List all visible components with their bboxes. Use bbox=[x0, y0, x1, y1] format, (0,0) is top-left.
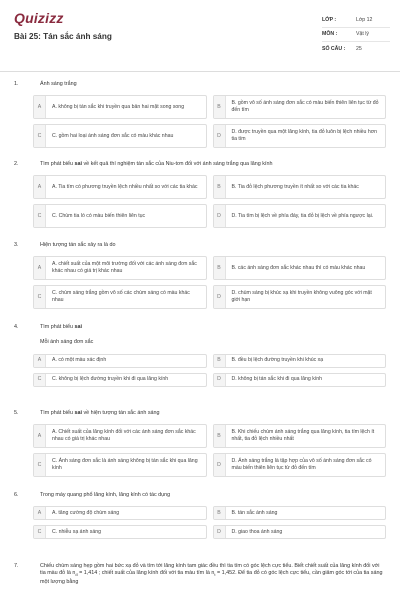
info-key: SỐ CÂU : bbox=[322, 46, 346, 53]
info-value: Vật lý bbox=[356, 31, 369, 38]
option-a[interactable] bbox=[33, 95, 207, 119]
option-b[interactable] bbox=[213, 354, 387, 368]
option-text: C. Chùm tia ló có màu biến thiên liên tục bbox=[52, 212, 146, 219]
question-subtext: Mỗi ánh sáng đơn sắc bbox=[40, 339, 94, 346]
option-letter: B bbox=[214, 507, 226, 519]
question-text: Tìm phát biểu sai bbox=[40, 324, 82, 330]
option-letter: D bbox=[214, 374, 226, 386]
option-letter: C bbox=[34, 526, 46, 538]
option-d[interactable] bbox=[213, 204, 387, 228]
option-text: D. được truyền qua một lăng kính, tia đỏ luôn bị lệch nhiều hơn tia tím bbox=[231, 129, 378, 143]
option-letter: D bbox=[214, 286, 226, 308]
option-text: D. Ánh sáng trắng là tập hợp của vô số ánh sáng đơn sắc có màu biến thiên liên tục từ đỏ đến tím bbox=[231, 458, 372, 472]
question-text: Ánh sáng trắng bbox=[40, 81, 77, 87]
option-letter: B bbox=[214, 355, 226, 367]
option-d[interactable] bbox=[213, 525, 387, 539]
info-key: MÔN : bbox=[322, 31, 338, 38]
question-number: 3. bbox=[14, 242, 19, 248]
option-d[interactable] bbox=[213, 373, 387, 387]
option-letter: C bbox=[34, 374, 46, 386]
option-c[interactable] bbox=[33, 285, 207, 309]
option-d[interactable] bbox=[213, 285, 387, 309]
option-a[interactable] bbox=[33, 354, 207, 368]
question-4 bbox=[14, 324, 386, 387]
option-letter: C bbox=[34, 454, 46, 476]
option-letter: A bbox=[34, 176, 46, 198]
option-text: D. không bị tán sắc khi đi qua lăng kính bbox=[231, 376, 323, 383]
option-letter: A bbox=[34, 355, 46, 367]
quizizz-logo: Quizizz bbox=[14, 10, 64, 26]
option-b[interactable] bbox=[213, 95, 387, 119]
question-3 bbox=[14, 242, 386, 309]
option-letter: B bbox=[214, 425, 226, 447]
option-c[interactable] bbox=[33, 525, 207, 539]
info-table bbox=[322, 13, 390, 57]
option-text: D. giao thoa ánh sáng bbox=[231, 528, 283, 535]
option-letter: C bbox=[34, 125, 46, 147]
option-text: A. có một màu xác định bbox=[52, 357, 107, 364]
option-text: B. Khi chiếu chùm ánh sáng trắng qua lăng kính, tia tím lệch ít nhất, tia đỏ lệch nhiều nhất bbox=[231, 429, 375, 443]
option-text: A. tăng cường độ chùm sáng bbox=[52, 509, 120, 516]
option-text: D. Tia tím bị lệch về phía đáy, tia đỏ bị lệch về phía ngược lại. bbox=[231, 212, 374, 219]
option-letter: D bbox=[214, 526, 226, 538]
question-text: Tìm phát biểu sai về kết quả thí nghiệm tán sắc của Niu-tơn đối với ánh sáng trắng qua lăng kính bbox=[40, 161, 273, 167]
option-b[interactable] bbox=[213, 506, 387, 520]
option-b[interactable] bbox=[213, 256, 387, 280]
option-text: A. Chiết suất của lăng kính đối với các ánh sáng đơn sắc khác nhau có giá trị khác nhau bbox=[52, 429, 196, 443]
option-d[interactable] bbox=[213, 453, 387, 477]
option-letter: D bbox=[214, 454, 226, 476]
question-5 bbox=[14, 410, 386, 477]
option-text: B. đều bị lệch đường truyền khi khúc xạ bbox=[231, 357, 324, 364]
question-2 bbox=[14, 161, 386, 228]
info-row-class bbox=[322, 13, 390, 28]
option-c[interactable] bbox=[33, 204, 207, 228]
option-text: A. không bị tán sắc khi truyền qua bản hai mặt song song bbox=[52, 103, 185, 110]
option-text: B. các ánh sáng đơn sắc khác nhau thì có màu khác nhau bbox=[231, 264, 366, 271]
option-b[interactable] bbox=[213, 424, 387, 448]
question-number: 6. bbox=[14, 492, 19, 498]
option-c[interactable] bbox=[33, 124, 207, 148]
option-b[interactable] bbox=[213, 175, 387, 199]
question-7 bbox=[14, 563, 386, 586]
option-a[interactable] bbox=[33, 175, 207, 199]
info-value: Lớp 12 bbox=[356, 16, 373, 23]
question-number: 1. bbox=[14, 81, 19, 87]
question-1 bbox=[14, 81, 386, 148]
option-letter: A bbox=[34, 425, 46, 447]
option-letter: C bbox=[34, 286, 46, 308]
info-value: 25 bbox=[356, 46, 362, 53]
option-a[interactable] bbox=[33, 256, 207, 280]
option-text: D. chùm sáng bị khúc xạ khi truyền không vuông góc với mặt giới hạn bbox=[231, 290, 372, 304]
question-6 bbox=[14, 492, 386, 539]
option-text: C. gồm hai loại ánh sáng đơn sắc có màu khác nhau bbox=[52, 132, 174, 139]
option-letter: B bbox=[214, 96, 226, 118]
option-letter: B bbox=[214, 257, 226, 279]
worksheet-header bbox=[0, 0, 400, 72]
question-text: Tìm phát biểu sai về hiện tượng tán sắc ánh sáng bbox=[40, 410, 160, 416]
option-letter: A bbox=[34, 507, 46, 519]
question-text bbox=[40, 563, 386, 586]
option-text: B. gồm vô số ánh sáng đơn sắc có màu biến thiên liên tục từ đỏ đến tím bbox=[231, 100, 379, 114]
info-row-subject bbox=[322, 28, 390, 43]
page-title: Bài 25: Tán sắc ánh sáng bbox=[14, 32, 112, 41]
question-text-line-3: đỏ có góc lệch cực tiểu, cần giảm góc tới của tia sáng một lượng bằng bbox=[40, 570, 383, 585]
option-c[interactable] bbox=[33, 453, 207, 477]
option-a[interactable] bbox=[33, 424, 207, 448]
option-letter: B bbox=[214, 176, 226, 198]
question-text: Trong máy quang phổ lăng kính, lăng kính có tác dụng bbox=[40, 492, 171, 498]
option-text: B. tán sắc ánh sáng bbox=[231, 509, 278, 516]
option-letter: D bbox=[214, 125, 226, 147]
question-number: 2. bbox=[14, 161, 19, 167]
question-text-line-1: Chiếu chùm sáng hẹp gồm hai bức xạ đỏ và tím tới lăng kính tam giác đều thì tia tím có góc lệch cực tiểu. Biết chiết bbox=[40, 563, 317, 569]
question-text-line-2: suất của lăng kính đối với tia màu đỏ là $n_đ = 1,414$ ; chiết suất của lăng kính đối với tia màu tím là $n_t = 1,452$. Để tia bbox=[40, 563, 380, 578]
option-text: A. Tia tím có phương truyền lệch nhiều nhất so với các tia khác bbox=[52, 183, 198, 190]
option-text: C. không bị lệch đường truyền khi đi qua lăng kính bbox=[52, 376, 169, 383]
info-row-count bbox=[322, 42, 390, 57]
info-key: LỚP : bbox=[322, 16, 337, 23]
option-a[interactable] bbox=[33, 506, 207, 520]
option-letter: A bbox=[34, 96, 46, 118]
option-text: A. chiết suất của một môi trường đối với các ánh sáng đơn sắc khác nhau có giá trị khác nhau bbox=[52, 261, 197, 275]
option-text: C. chùm sáng trắng gồm vô số các chùm sáng có màu khác nhau bbox=[52, 290, 190, 304]
question-text: Hiện tượng tán sắc xảy ra là do bbox=[40, 242, 116, 248]
option-text: C. Ánh sáng đơn sắc là ánh sáng không bị tán sắc khi qua lăng kính bbox=[52, 458, 198, 472]
option-letter: D bbox=[214, 205, 226, 227]
option-letter: C bbox=[34, 205, 46, 227]
question-number: 7. bbox=[14, 563, 19, 569]
option-d[interactable] bbox=[213, 124, 387, 148]
option-text: B. Tia đỏ lệch phương truyền ít nhất so với các tia khác bbox=[231, 183, 359, 190]
option-c[interactable] bbox=[33, 373, 207, 387]
question-number: 5. bbox=[14, 410, 19, 416]
option-letter: A bbox=[34, 257, 46, 279]
option-text: C. nhiễu xạ ánh sáng bbox=[52, 528, 102, 535]
question-number: 4. bbox=[14, 324, 19, 330]
